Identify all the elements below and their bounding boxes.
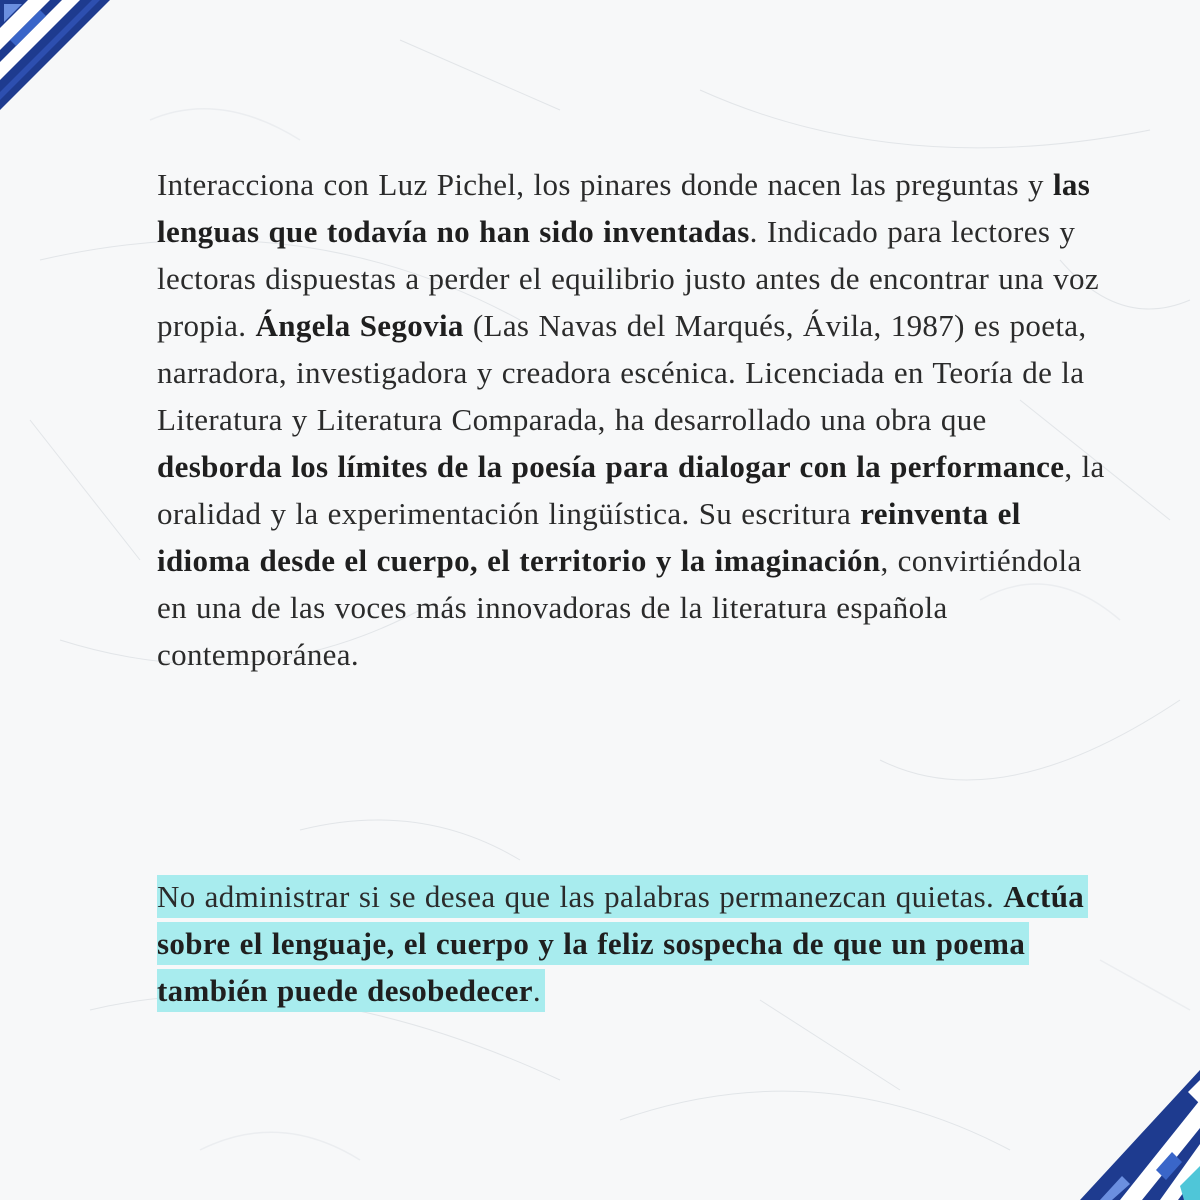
text-segment: . <box>532 973 541 1008</box>
text-segment: . Indicado para lectores y lectoras dispuestas a perder el equilibrio justo antes de encontrar una voz propia. <box>157 214 1099 343</box>
text-segment: No administrar si se desea que las palabras permanezcan quietas. <box>157 879 1004 914</box>
text-segment: (Las Navas del Marqués, Ávila, 1987) es poeta, narradora, investigadora y creadora escénica. Licenciada en Teoría de la Literatura y Literatura Comparada, ha desarrollado una obra que <box>157 308 1087 437</box>
bold-phrase: desborda los límites de la poesía para dialogar con la performance <box>157 449 1065 484</box>
highlighted-warning-paragraph <box>157 873 1117 1014</box>
description-text-block <box>157 161 1117 678</box>
text-segment: , convirtiéndola en una de las voces más innovadoras de la literatura española contemporánea. <box>157 543 1082 672</box>
text-segment: , la oralidad y la experimentación lingüística. Su escritura <box>157 449 1105 531</box>
bold-phrase: Actúa sobre el lenguaje, el cuerpo y la feliz sospecha de que un poema también puede desobedecer <box>157 879 1085 1008</box>
author-description-paragraph <box>157 161 1117 678</box>
corner-pattern-top-left <box>0 0 110 110</box>
bold-phrase: reinventa el idioma desde el cuerpo, el territorio y la imaginación <box>157 496 1021 578</box>
author-name: Ángela Segovia <box>255 308 464 343</box>
corner-pattern-bottom-right <box>1060 1040 1200 1200</box>
text-segment: Interacciona con Luz Pichel, los pinares donde nacen las preguntas y <box>157 167 1053 202</box>
bold-phrase: las lenguas que todavía no han sido inventadas <box>157 167 1091 249</box>
highlighted-text <box>157 875 1088 1012</box>
